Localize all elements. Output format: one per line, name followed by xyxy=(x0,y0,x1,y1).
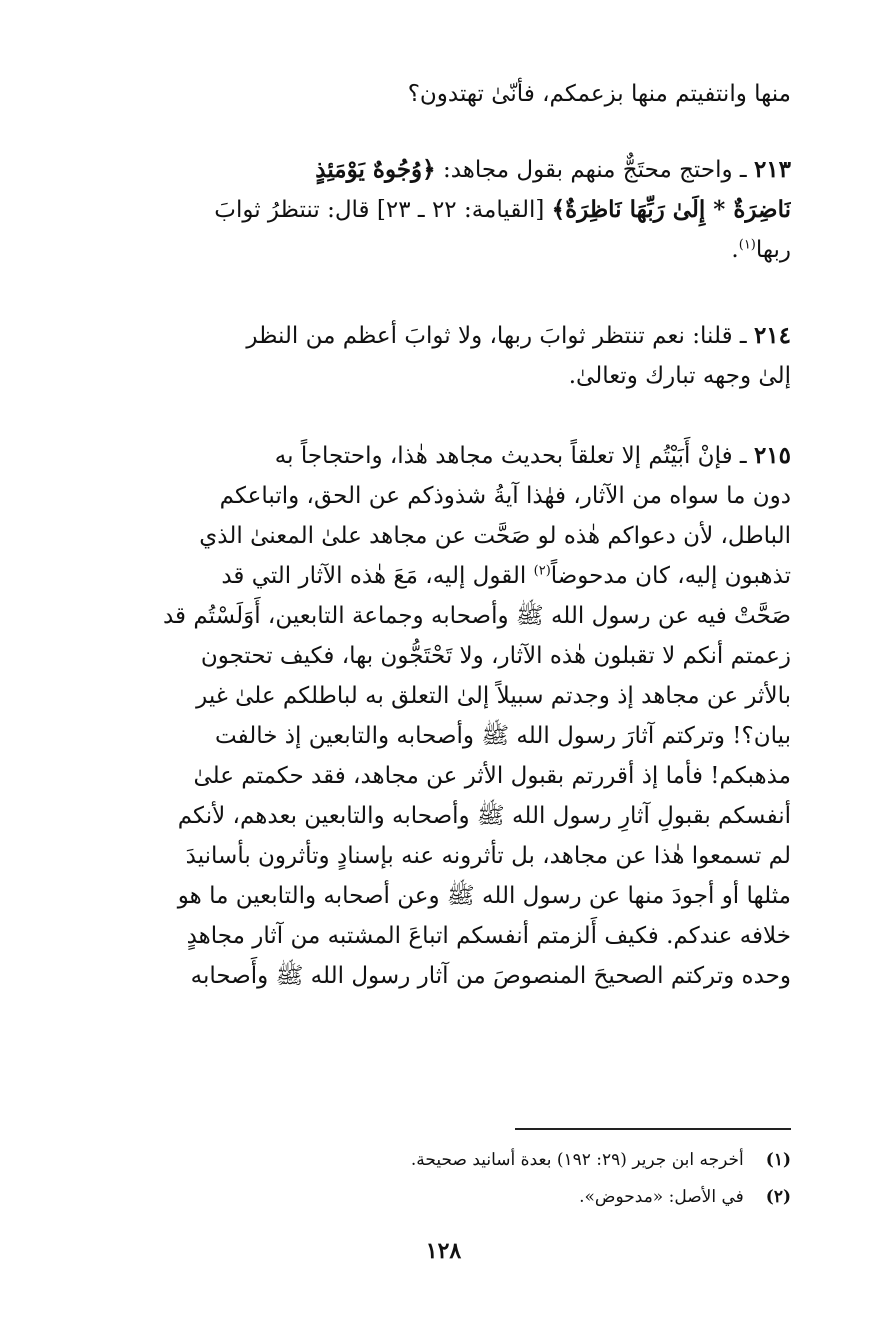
text-line: صَحَّتْ فيه عن رسول الله ﷺ وأصحابه وجماعة التابعين، أَوَلَسْتُم قد xyxy=(162,603,791,629)
text-segment: ـ فإنْ أَبَيْتُم إلا تعلقاً بحديث مجاهد هٰذا، واحتجاجاً به xyxy=(274,443,754,469)
paragraph-number: ٢١٤ xyxy=(753,322,791,349)
text-line: دون ما سواه من الآثار، فهٰذا آيةُ شذوذكم عن الحق، واتباعكم xyxy=(219,483,791,509)
text-line xyxy=(96,316,791,356)
text-line xyxy=(96,190,791,230)
paragraph-213 xyxy=(96,150,791,270)
page-number: ١٢٨ xyxy=(425,1238,462,1264)
footnote-text: أخرجه ابن جرير (٢٩: ١٩٢) بعدة أسانيد صحيحة. xyxy=(410,1150,744,1170)
footnote-number: (٢) xyxy=(765,1187,791,1207)
footnote-number: (١) xyxy=(765,1150,791,1170)
footnote-text: في الأصل: «مدحوض». xyxy=(579,1187,744,1207)
text-segment: تذهبون إليه، كان مدحوضاً xyxy=(550,563,791,589)
paragraph-215 xyxy=(96,436,791,996)
footnote-2 xyxy=(96,1183,791,1211)
footnote-ref: (٢) xyxy=(533,563,551,579)
text-segment: . xyxy=(731,237,739,263)
text-line xyxy=(96,150,791,190)
text-line: أنفسكم بقبولِ آثارِ رسول الله ﷺ وأصحابه والتابعين بعدهم، لأنكم xyxy=(177,803,791,829)
text-line xyxy=(96,436,791,476)
text-line xyxy=(96,556,791,596)
footnote-1 xyxy=(96,1146,791,1174)
text-segment: [القيامة: ٢٢ ـ ٢٣] قال: تنتظرُ ثوابَ xyxy=(214,197,552,223)
quran-verse: نَاضِرَةٌ * إِلَىٰ رَبِّهَا نَاظِرَةٌ﴾ xyxy=(551,196,791,223)
text-segment: ـ واحتج محتَجٌّ منهم بقول مجاهد: xyxy=(435,157,754,183)
text-line: لم تسمعوا هٰذا عن مجاهد، بل تأثرونه عنه بإسنادٍ وتأثرون بأسانيدَ xyxy=(185,843,791,869)
text-line: الباطل، لأن دعواكم هٰذه لو صَحَّت عن مجاهد علىٰ المعنىٰ الذي xyxy=(199,523,791,549)
text-line: منها وانتفيتم منها بزعمكم، فأنّىٰ تهتدون؟ xyxy=(407,81,791,107)
text-line: زعمتم أنكم لا تقبلون هٰذه الآثار، ولا تَحْتَجُّون بها، فكيف تحتجون xyxy=(200,643,791,669)
text-segment: القول إليه، مَعَ هٰذه الآثار التي قد xyxy=(221,563,534,589)
footnote-divider xyxy=(515,1128,791,1130)
text-line: مثلها أو أجودَ منها عن رسول الله ﷺ وعن أصحابه والتابعين ما هو xyxy=(177,883,791,909)
text-segment: ـ قلنا: نعم تنتظر ثوابَ ربها، ولا ثوابَ أعظم من النظر xyxy=(246,323,754,349)
text-line: وحده وتركتم الصحيحَ المنصوصَ من آثار رسول الله ﷺ وأَصحابه xyxy=(190,963,791,989)
text-line: مذهبكم! فأما إذ أقررتم بقبول الأثر عن مجاهد، فقد حكمتم علىٰ xyxy=(193,763,791,789)
paragraph-number: ٢١٥ xyxy=(753,442,791,469)
paragraph-number: ٢١٣ xyxy=(753,156,791,183)
paragraph-214 xyxy=(96,316,791,396)
text-line: بالأثر عن مجاهد إذ وجدتم سبيلاً إلىٰ التعلق به لباطلكم علىٰ غير xyxy=(196,683,791,709)
paragraph-continuation xyxy=(96,74,791,114)
text-line: بيان؟! وتركتم آثارَ رسول الله ﷺ وأصحابه والتابعين إذ خالفت xyxy=(215,723,791,749)
text-line xyxy=(96,230,791,270)
quran-verse: ﴿وُجُوهٌ يَوْمَئِذٍ xyxy=(315,156,436,183)
text-segment: ربها xyxy=(755,237,791,263)
text-line: خلافه عندكم. فكيف أَلزمتم أنفسكم اتباعَ المشتبه من آثار مجاهدٍ xyxy=(186,923,791,949)
footnote-ref: (١) xyxy=(738,237,756,253)
text-line: إلىٰ وجهه تبارك وتعالىٰ. xyxy=(568,363,791,389)
